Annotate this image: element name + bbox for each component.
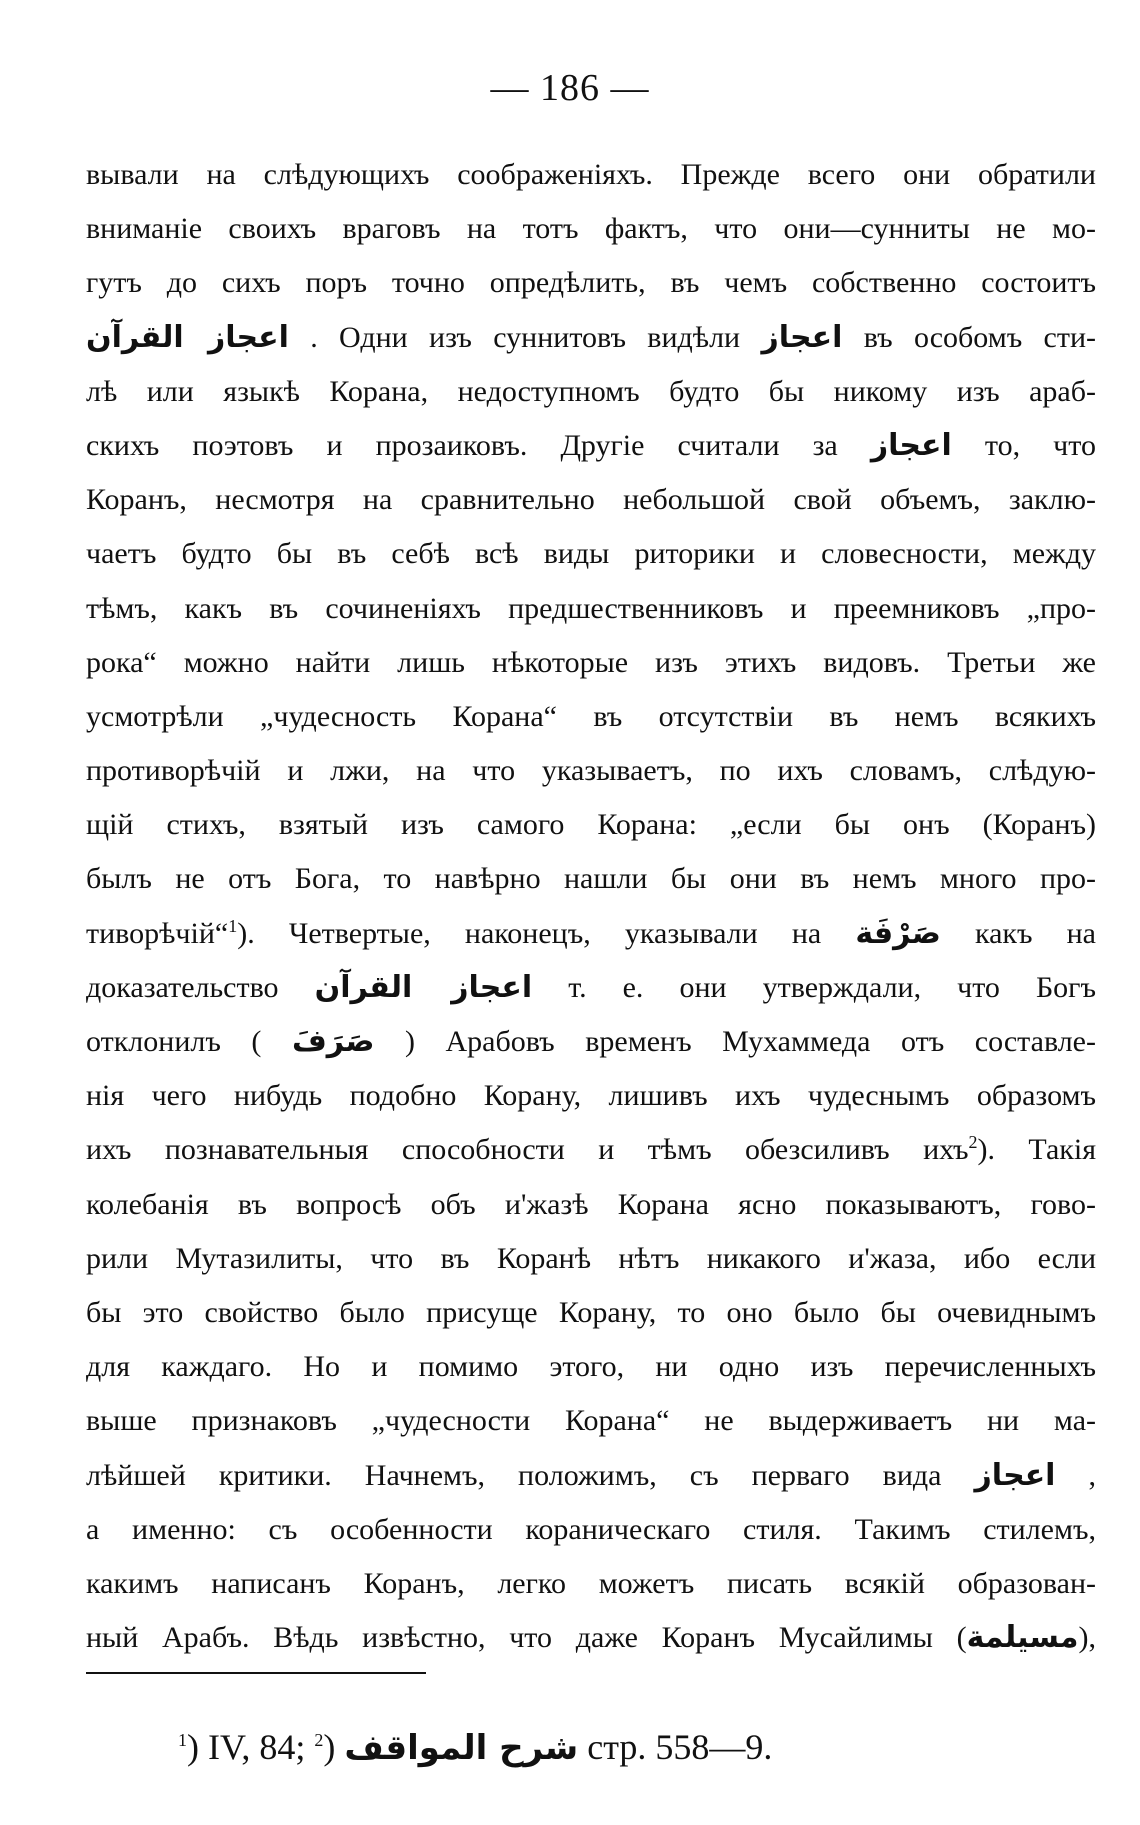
footnote-divider: [86, 1672, 426, 1674]
text-line: а именно: съ особенности кораническаго стиля. Такимъ стилемъ,: [86, 1512, 1096, 1546]
text-line: рили Мутазилиты, что въ Коранѣ нѣтъ никакого и'жаза, ибо если: [86, 1241, 1096, 1275]
page-number: — 186 —: [490, 67, 650, 109]
text-line: вывали на слѣдующихъ соображеніяхъ. Прежде всего они обратили: [86, 158, 1096, 191]
arabic-term: صَرَفَ: [291, 1024, 375, 1059]
text-line: усмотрѣли „чудесность Корана“ въ отсутствіи въ немъ всякихъ: [86, 699, 1096, 733]
text-line: для каждаго. Но и помимо этого, ни одно изъ перечисленныхъ: [86, 1350, 1096, 1384]
text-line: гутъ до сихъ поръ точно опредѣлить, въ чемъ собственно состоитъ: [86, 266, 1096, 300]
text-line: былъ не отъ Бога, то навѣрно нашли бы они въ немъ много про-: [86, 862, 1096, 896]
footnote-ref[interactable]: 1: [228, 915, 238, 936]
body-text: [86, 148, 1096, 1665]
text-line: щій стихъ, взятый изъ самого Корана: „если бы онъ (Коранъ): [86, 808, 1096, 842]
arabic-term: شرح المواقف: [344, 1728, 579, 1768]
text-line: нія чего нибудь подобно Корану, лишивъ ихъ чудеснымъ образомъ: [86, 1079, 1096, 1113]
text-line: выше признаковъ „чудесности Корана“ не выдерживаетъ ни ма-: [86, 1404, 1096, 1438]
text-line: рока“ можно найти лишь нѣкоторые изъ этихъ видовъ. Третьи же: [86, 645, 1096, 679]
text-line: отклонилъ ( صَرَفَ ) Арабовъ временъ Мухаммеда отъ составле-: [86, 1024, 1096, 1059]
text-line: лѣ или языкѣ Корана, недоступномъ будто бы никому изъ араб-: [86, 374, 1096, 408]
text-line: Коранъ, несмотря на сравнительно небольшой свой объемъ, заклю-: [86, 483, 1096, 517]
arabic-term: اعجاز: [761, 319, 843, 355]
text-line: ихъ познавательныя способности и тѣмъ обезсиливъ ихъ$^2$). Такія: [86, 1132, 1096, 1167]
text-line: ный Арабъ. Вѣдь извѣстно, что даже Коранъ Мусайлимы (مسيلمة),: [86, 1620, 1096, 1656]
text-line: чаетъ будто бы въ себѣ всѣ виды риторики и словесности, между: [86, 537, 1096, 571]
text-line: вниманіе своихъ враговъ на тотъ фактъ, что они—сунниты не мо-: [86, 212, 1096, 246]
text-line: скихъ поэтовъ и прозаиковъ. Другіе считали за اعجاز то, что: [86, 427, 1096, 463]
text-line: колебанія въ вопросѣ объ и'жазѣ Корана ясно показываютъ, гово-: [86, 1187, 1096, 1221]
text-line: اعجاز القرآن . Одни изъ суннитовъ видѣли اعجاز въ особомъ сти-: [86, 319, 1096, 355]
arabic-term: اعجاز: [974, 1457, 1056, 1493]
footnote-marker: 1: [178, 1730, 187, 1750]
text-line: противорѣчій и лжи, на что указываетъ, по ихъ словамъ, слѣдую-: [86, 754, 1096, 788]
arabic-term: صَرْفَة: [855, 915, 941, 951]
arabic-term: اعجاز القرآن: [86, 319, 289, 355]
text-line: лѣйшей критики. Начнемъ, положимъ, съ перваго вида اعجاز ,: [86, 1457, 1096, 1493]
text-line: какимъ написанъ Коранъ, легко можетъ писать всякій образован-: [86, 1566, 1096, 1600]
text-line: бы это свойство было присуще Корану, то оно было бы очевиднымъ: [86, 1295, 1096, 1329]
text-line: тиворѣчій“$^1$). Четвертые, наконецъ, указывали на صَرْفَة какъ на: [86, 915, 1096, 951]
arabic-term: اعجاز: [870, 427, 952, 463]
text-line: тѣмъ, какъ въ сочиненіяхъ предшественниковъ и преемниковъ „про-: [86, 591, 1096, 625]
arabic-term: مسيلمة: [966, 1620, 1079, 1656]
arabic-term: اعجاز القرآن: [314, 969, 533, 1005]
footnote-marker: 2: [314, 1730, 324, 1750]
footnote-ref[interactable]: 2: [968, 1132, 978, 1153]
text-line: доказательство اعجاز القرآن т. е. они утверждали, что Богъ: [86, 969, 1096, 1005]
footnotes: $^1$) IV, 84; $^2$) شرح المواقف стр. 558—9.: [178, 1727, 773, 1768]
